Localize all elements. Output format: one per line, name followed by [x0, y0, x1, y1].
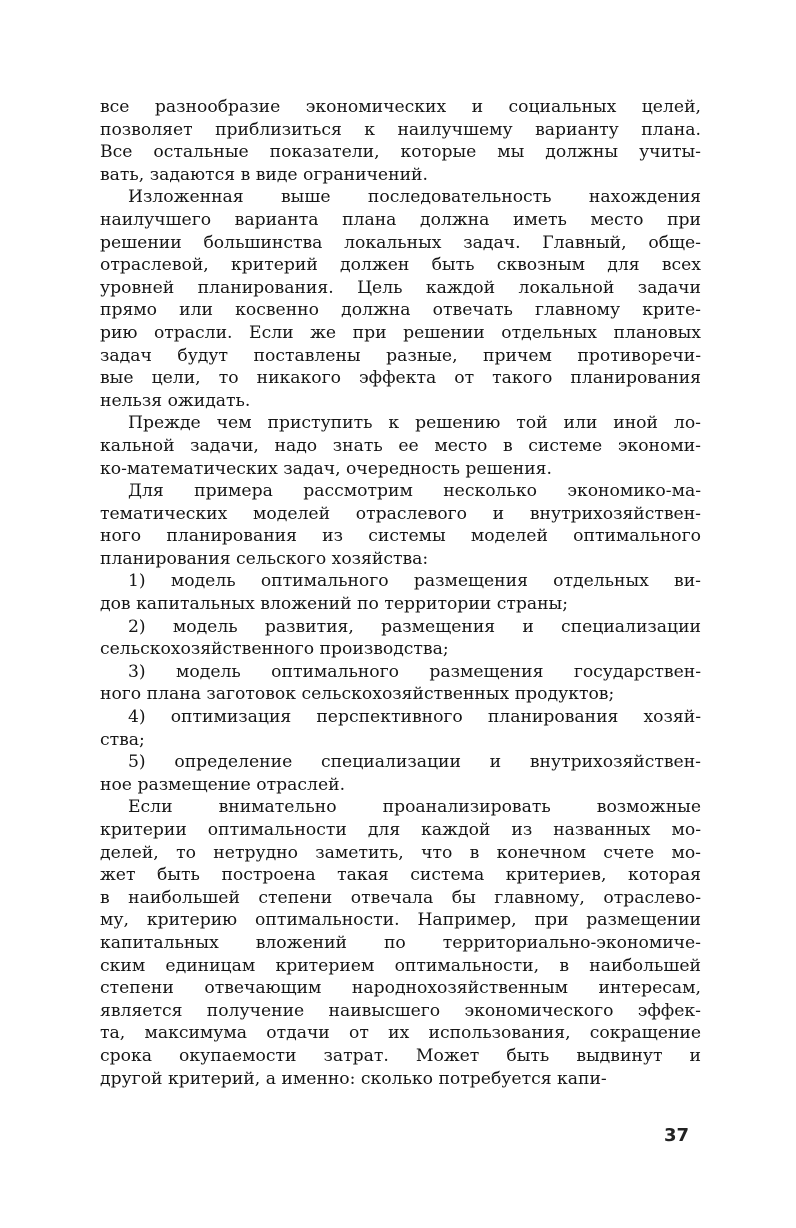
- text-line: рию отрасли. Если же при решении отдельных плановых: [100, 322, 701, 343]
- text-line: срока окупаемости затрат. Может быть выдвинут и: [100, 1045, 701, 1066]
- paragraph: [100, 480, 701, 570]
- paragraph: [100, 186, 701, 412]
- text-line: решении большинства локальных задач. Главный, обще-: [100, 232, 701, 253]
- text-line: ное размещение отраслей.: [100, 774, 346, 795]
- text-line: делей, то нетрудно заметить, что в конечном счете мо-: [100, 842, 701, 863]
- text-line: дов капитальных вложений по территории страны;: [100, 594, 568, 615]
- text-line: ко-математических задач, очередность решения.: [100, 458, 552, 479]
- text-line: позволяет приблизиться к наилучшему варианту плана.: [100, 119, 701, 140]
- paragraph: [100, 706, 701, 751]
- text-line: ским единицам критерием оптимальности, в наибольшей: [100, 955, 701, 976]
- paragraph: [100, 616, 701, 661]
- text-line: 3) модель оптимального размещения государствен-: [128, 661, 701, 682]
- text-line: та, максимума отдачи от их использования, сокращение: [100, 1023, 701, 1044]
- text-line: ства;: [100, 729, 145, 750]
- text-line: нельзя ожидать.: [100, 390, 251, 411]
- paragraph: [100, 96, 701, 186]
- paragraph: [100, 661, 701, 706]
- text-line: наилучшего варианта плана должна иметь место при: [100, 209, 701, 230]
- text-line: 4) оптимизация перспективного планирования хозяй-: [128, 707, 701, 728]
- paragraph: [100, 412, 701, 480]
- text-line: Для примера рассмотрим несколько экономико-ма-: [128, 481, 701, 502]
- paragraph: [100, 796, 701, 1090]
- text-line: является получение наивысшего экономического эффек-: [100, 1000, 701, 1021]
- paragraph: [100, 751, 701, 796]
- text-line: сельскохозяйственного производства;: [100, 639, 449, 660]
- text-line: планирования сельского хозяйства:: [100, 548, 429, 569]
- text-line: ного плана заготовок сельскохозяйственных продуктов;: [100, 684, 615, 705]
- text-line: вать, задаются в виде ограничений.: [100, 164, 428, 185]
- text-line: задач будут поставлены разные, причем противоречи-: [100, 345, 701, 366]
- text-line: уровней планирования. Цель каждой локальной задачи: [100, 277, 701, 298]
- text-line: другой критерий, а именно: сколько потребуется капи-: [100, 1068, 607, 1089]
- text-line: 5) определение специализации и внутрихозяйствен-: [128, 752, 701, 773]
- text-line: критерии оптимальности для каждой из названных мо-: [100, 820, 701, 840]
- text-line: капитальных вложений по территориально-экономиче-: [100, 932, 701, 953]
- text-line: Если внимательно проанализировать возможные: [128, 797, 701, 818]
- text-line: 1) модель оптимального размещения отдельных ви-: [128, 571, 701, 592]
- text-line: тематических моделей отраслевого и внутрихозяйствен-: [100, 503, 701, 524]
- text-line: отраслевой, критерий должен быть сквозным для всех: [100, 255, 701, 276]
- text-line: степени отвечающим народнохозяйственным интересам,: [100, 978, 701, 999]
- text-line: в наибольшей степени отвечала бы главному, отраслево-: [100, 887, 701, 908]
- text-line: Все остальные показатели, которые мы должны учиты-: [100, 142, 701, 163]
- text-line: Изложенная выше последовательность нахождения: [128, 187, 701, 208]
- text-line: ного планирования из системы моделей оптимального: [100, 526, 701, 547]
- text-line: жет быть построена такая система критериев, которая: [100, 865, 701, 886]
- text-line: все разнообразие экономических и социальных целей,: [100, 97, 701, 117]
- text-line: му, критерию оптимальности. Например, при размещении: [100, 910, 701, 931]
- text-line: Прежде чем приступить к решению той или иной ло-: [128, 413, 701, 434]
- body-text: [100, 96, 701, 1090]
- text-line: прямо или косвенно должна отвечать главному крите-: [100, 300, 701, 321]
- page-number: 37: [664, 1125, 690, 1146]
- text-line: кальной задачи, надо знать ее место в системе экономи-: [100, 435, 701, 456]
- text-line: 2) модель развития, размещения и специализации: [128, 616, 701, 637]
- paragraph: [100, 570, 701, 615]
- text-line: вые цели, то никакого эффекта от такого планирования: [100, 368, 701, 389]
